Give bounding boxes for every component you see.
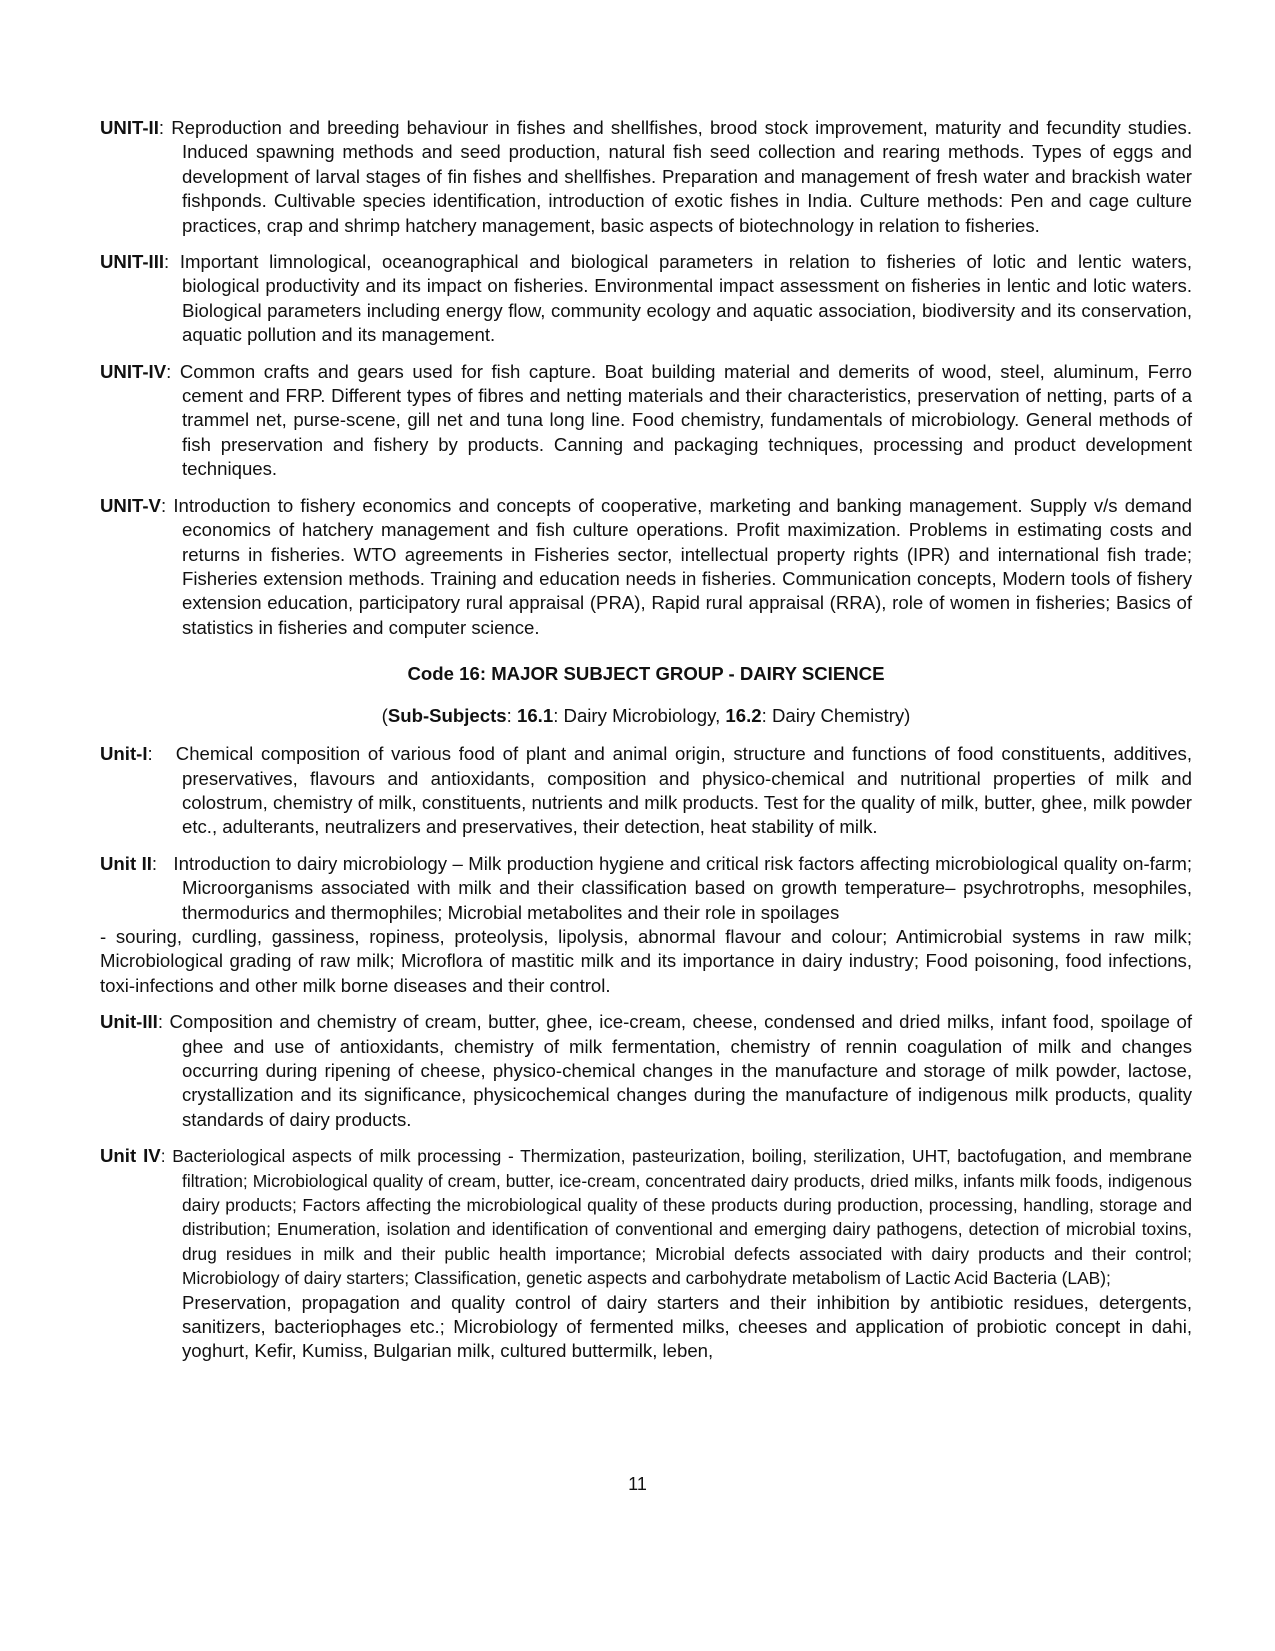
unit-label: UNIT-IV xyxy=(100,360,167,382)
unit-paragraph: Unit II: Introduction to dairy microbiology – Milk production hygiene and critical risk factors affecting microbiological quality on-farm; Microorganisms associated with milk and their classification based on growth temperature– psychrotrophs, mesophiles, thermodurics and thermophiles; Microbial metabolites and their role in spoilages xyxy=(100,852,1192,923)
page-number: 11 xyxy=(628,1474,647,1494)
unit-continuation: - souring, curdling, gassiness, ropiness, proteolysis, lipolysis, abnormal flavour and colour; Antimicrobial systems in raw milk; Microbiological grading of raw milk; Microflora of mastitic milk and its importance in dairy industry; Food poisoning, food infections, toxi-infections and other milk borne diseases and their control. xyxy=(100,925,1192,996)
unit-label: UNIT-V xyxy=(100,494,161,516)
unit-text: Important limnological, oceanographical and biological parameters in relation to fisheries of lotic and lentic waters, biological productivity and its impact on fisheries. Environmental impact assessment on fisheries in lentic and lotic waters. Biological parameters including energy flow, community ecology and aquatic association, biodiversity and its conservation, aquatic pollution and its management. xyxy=(179,251,1192,346)
unit-paragraph: UNIT-V: Introduction to fishery economics and concepts of cooperative, marketing and banking management. Supply v/s demand economics of hatchery management and fish culture operations. Profit maximization. Problems in estimating costs and returns in fisheries. WTO agreements in Fisheries sector, intellectual property rights (IPR) and international fish trade; Fisheries extension methods. Training and education needs in fisheries. Communication concepts, Modern tools of fishery extension education, participatory rural appraisal (PRA), Rapid rural appraisal (RRA), role of women in fisheries; Basics of statistics in fisheries and computer science. xyxy=(100,494,1192,638)
unit-iii-dairy xyxy=(100,1010,1192,1132)
unit-paragraph: Unit-III: Composition and chemistry of cream, butter, ghee, ice-cream, cheese, condensed and dried milks, infant food, spoilage of ghee and use of antioxidants, chemistry of milk fermentation, chemistry of rennin coagulation of milk and changes occurring during ripening of cheese, physico-chemical changes in the manufacture and storage of milk powder, lactose, crystallization and its significance, physicochemical changes during the manufacture of indigenous milk products, quality standards of dairy products. xyxy=(100,1011,1192,1130)
unit-text: Bacteriological aspects of milk processing - Thermization, pasteurization, boiling, sterilization, UHT, bactofugation, and membrane filtration; Microbiological quality of cream, butter, ice-cream, concentrated dairy products, dried milks, infants milk foods, indigenous dairy products; Factors affecting the microbiological quality of these products during production, processing, handling, storage and distribution; Enumeration, isolation and identification of conventional and emerging dairy pathogens, detection of microbial toxins, drug residues in milk and their public health importance; Microbial defects associated with dairy products and their control; Microbiology of dairy starters; Classification, genetic aspects and carbohydrate metabolism of Lactic Acid Bacteria (LAB); xyxy=(172,1146,1192,1289)
unit-ii-dairy xyxy=(100,852,1192,998)
syllabus-content xyxy=(100,116,1192,1376)
unit-label: UNIT-III xyxy=(100,251,165,273)
unit-label: Unit II xyxy=(100,852,152,874)
unit-label: UNIT-II xyxy=(100,117,159,138)
unit-text: Composition and chemistry of cream, butter, ghee, ice-cream, cheese, condensed and dried milks, infant food, spoilage of ghee and use of antioxidants, chemistry of milk fermentation, chemistry of rennin coagulation of milk and changes occurring during ripening of cheese, physico-chemical changes in the manufacture and storage of milk powder, lactose, crystallization and its significance, physicochemical changes during the manufacture of indigenous milk products, quality standards of dairy products. xyxy=(169,1011,1192,1130)
unit-text: Introduction to dairy microbiology – Milk production hygiene and critical risk factors affecting microbiological quality on-farm; Microorganisms associated with milk and their classification based on growth temperature– psychrotrophs, mesophiles, thermodurics and thermophiles; Microbial metabolites and their role in spoilages xyxy=(173,852,1192,923)
unit-iv-fisheries xyxy=(100,360,1192,482)
unit-label: Unit-I xyxy=(100,743,148,765)
unit-v-fisheries xyxy=(100,494,1192,640)
unit-paragraph: UNIT-II: Reproduction and breeding behaviour in fishes and shellfishes, brood stock improvement, maturity and fecundity studies. Induced spawning methods and seed production, natural fish seed collection and rearing methods. Types of eggs and development of larval stages of fin fishes and shellfishes. Preparation and management of fresh water and brackish water fishponds. Cultivable species identification, introduction of exotic fishes in India. Culture methods: Pen and cage culture practices, crap and shrimp hatchery management, basic aspects of biotechnology in relation to fisheries. xyxy=(100,117,1192,236)
unit-text: Common crafts and gears used for fish capture. Boat building material and demerits of wood, steel, aluminum, Ferro cement and FRP. Different types of fibres and netting materials and their characteristics, preservation of netting, parts of a trammel net, purse-scene, gill net and tuna long line. Food chemistry, fundamentals of microbiology. General methods of fish preservation and fishery by products. Canning and packaging techniques, processing and product development techniques. xyxy=(179,360,1192,480)
unit-label: Unit IV xyxy=(100,1145,161,1167)
unit-text: Chemical composition of various food of plant and animal origin, structure and functions of food constituents, additives, preservatives, flavours and antioxidants, composition and physico-chemical and nutritional properties of milk and colostrum, chemistry of milk, constituents, nutrients and milk products. Test for the quality of milk, butter, ghee, milk powder etc., adulterants, neutralizers and preservatives, their detection, heat stability of milk. xyxy=(175,743,1192,838)
unit-iii-fisheries xyxy=(100,250,1192,348)
unit-text: Introduction to fishery economics and concepts of cooperative, marketing and banking management. Supply v/s demand economics of hatchery management and fish culture operations. Profit maximization. Problems in estimating costs and returns in fisheries. WTO agreements in Fisheries sector, intellectual property rights (IPR) and international fish trade; Fisheries extension methods. Training and education needs in fisheries. Communication concepts, Modern tools of fishery extension education, participatory rural appraisal (PRA), Rapid rural appraisal (RRA), role of women in fisheries; Basics of statistics in fisheries and computer science. xyxy=(173,494,1192,638)
sub-subjects-line: (Sub-Subjects: 16.1: Dairy Microbiology, 16.2: Dairy Chemistry) xyxy=(381,705,911,727)
unit-text: Reproduction and breeding behaviour in fishes and shellfishes, brood stock improvement, maturity and fecundity studies. Induced spawning methods and seed production, natural fish seed collection and rearing methods. Types of eggs and development of larval stages of fin fishes and shellfishes. Preparation and management of fresh water and brackish water fishponds. Cultivable species identification, introduction of exotic fishes in India. Culture methods: Pen and cage culture practices, crap and shrimp hatchery management, basic aspects of biotechnology in relation to fisheries. xyxy=(171,117,1192,236)
unit-paragraph: UNIT-III: Important limnological, oceanographical and biological parameters in relation to fisheries of lotic and lentic waters, biological productivity and its impact on fisheries. Environmental impact assessment on fisheries in lentic and lotic waters. Biological parameters including energy flow, community ecology and aquatic association, biodiversity and its conservation, aquatic pollution and its management. xyxy=(100,251,1192,346)
unit-i-dairy xyxy=(100,742,1192,840)
unit-ii-fisheries xyxy=(100,116,1192,238)
unit-continuation: Preservation, propagation and quality control of dairy starters and their inhibition by antibiotic residues, detergents, sanitizers, bacteriophages etc.; Microbiology of fermented milks, cheeses and application of probiotic concept in dahi, yoghurt, Kefir, Kumiss, Bulgarian milk, cultured buttermilk, leben, xyxy=(182,1291,1192,1362)
unit-paragraph: Unit IV: Bacteriological aspects of milk processing - Thermization, pasteurization, boiling, sterilization, UHT, bactofugation, and membrane filtration; Microbiological quality of cream, butter, ice-cream, concentrated dairy products, dried milks, infants milk foods, indigenous dairy products; Factors affecting the microbiological quality of these products during production, processing, handling, storage and distribution; Enumeration, isolation and identification of conventional and emerging dairy pathogens, detection of microbial toxins, drug residues in milk and their public health importance; Microbial defects associated with dairy products and their control; Microbiology of dairy starters; Classification, genetic aspects and carbohydrate metabolism of Lactic Acid Bacteria (LAB); xyxy=(100,1145,1192,1289)
unit-iv-dairy xyxy=(100,1144,1192,1364)
section-heading: Code 16: MAJOR SUBJECT GROUP - DAIRY SCIENCE xyxy=(407,663,885,685)
unit-paragraph: Unit-I: Chemical composition of various food of plant and animal origin, structure and functions of food constituents, additives, preservatives, flavours and antioxidants, composition and physico-chemical and nutritional properties of milk and colostrum, chemistry of milk, constituents, nutrients and milk products. Test for the quality of milk, butter, ghee, milk powder etc., adulterants, neutralizers and preservatives, their detection, heat stability of milk. xyxy=(100,743,1192,838)
unit-paragraph: UNIT-IV: Common crafts and gears used for fish capture. Boat building material and demerits of wood, steel, aluminum, Ferro cement and FRP. Different types of fibres and netting materials and their characteristics, preservation of netting, parts of a trammel net, purse-scene, gill net and tuna long line. Food chemistry, fundamentals of microbiology. General methods of fish preservation and fishery by products. Canning and packaging techniques, processing and product development techniques. xyxy=(100,360,1192,480)
unit-label: Unit-III xyxy=(100,1011,158,1033)
